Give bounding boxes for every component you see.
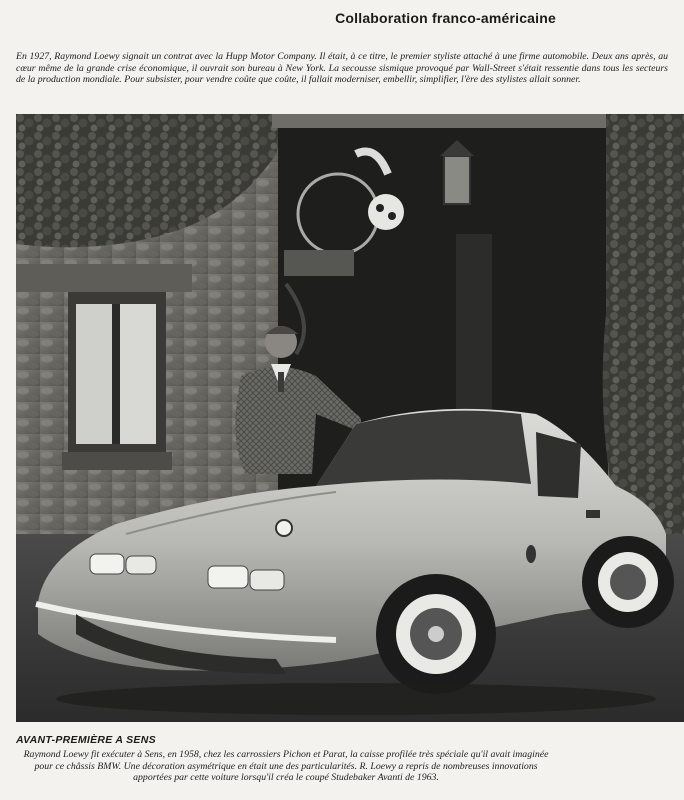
caption-text: Raymond Loewy fit exécuter à Sens, en 1958, chez les carrossiers Pichon et Parat, la caisse profilée très spéciale qu'il avait imaginée pour ce châssis BMW. Une décoration asymétrique en était une des particularités. R. Loewy a repris de nombreuses innovations apportées par cette voiture lorsqu'il créa le coupé Studebaker Avanti de 1963. (23, 749, 549, 784)
photo-illustration (16, 114, 684, 722)
intro-paragraph: En 1927, Raymond Loewy signait un contrat avec la Hupp Motor Company. Il était, à ce titre, le premier styliste attaché à une firme automobile. Deux ans après, au cœur même de la grande crise économique, il ouvrait son bureau à New York. La secousse sismique provoqué par Wall-Street s'était ressentie dans tous les secteurs de la production mondiale. Pour subsister, pour vendre coûte que coûte, il fallait moderniser, embellir, simplifier, l'ère des stylistes allait sonner. (16, 51, 668, 86)
photo (16, 114, 684, 722)
caption-title: AVANT-PREMIÈRE A SENS (16, 734, 156, 746)
section-title: Collaboration franco-américaine (335, 10, 556, 26)
